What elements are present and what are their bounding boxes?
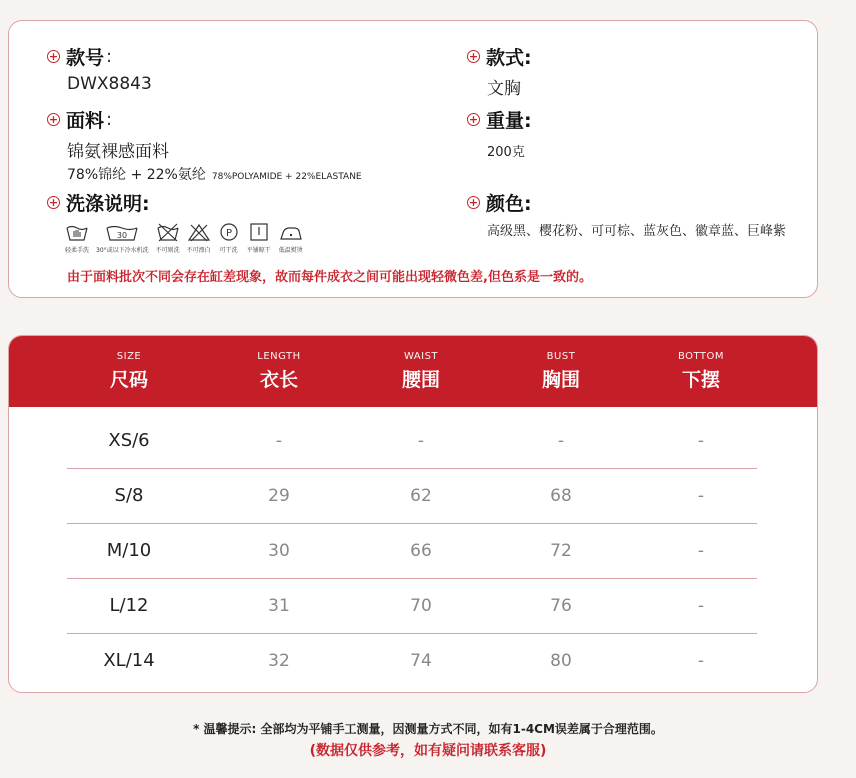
care-item xyxy=(187,222,211,254)
column-header-waist xyxy=(366,351,476,392)
size-cell: XS/6 xyxy=(108,430,150,451)
column-header-en: BOTTOM xyxy=(677,351,725,362)
column-header-size xyxy=(74,351,184,392)
column-header-cn: 腰围 xyxy=(401,369,440,391)
wash-temperature: 30 xyxy=(117,231,128,240)
hand-wash-icon xyxy=(65,222,89,242)
size-cell: L/12 xyxy=(109,595,149,616)
bottom-cell: - xyxy=(697,651,705,671)
bust-cell: - xyxy=(557,431,565,451)
plus-circle-icon: + xyxy=(48,196,59,209)
column-header-en: LENGTH xyxy=(257,351,301,362)
size-cell: M/10 xyxy=(106,540,152,561)
weight-label: 重量: xyxy=(486,110,532,132)
style-number-field xyxy=(47,43,152,94)
fabric-colon: : xyxy=(106,109,113,130)
care-item xyxy=(247,222,271,254)
wash-30-icon xyxy=(105,222,139,242)
care-item xyxy=(218,222,240,254)
care-icons-row xyxy=(65,222,304,254)
style-number-colon: : xyxy=(106,46,113,67)
care-item xyxy=(65,222,89,254)
column-header-bottom xyxy=(646,351,756,392)
length-cell: 29 xyxy=(268,486,290,506)
color-label: 颜色: xyxy=(486,193,532,215)
fabric-composition xyxy=(67,164,362,184)
bottom-cell: - xyxy=(697,541,705,561)
color-value: 高级黑、樱花粉、可可棕、蓝灰色、徽章蓝、巨峰紫 xyxy=(487,224,787,239)
care-item xyxy=(96,222,149,254)
waist-cell: - xyxy=(417,431,425,451)
dry-clean-icon xyxy=(218,222,240,242)
table-row xyxy=(67,524,757,579)
waist-cell: 62 xyxy=(410,486,432,506)
bust-cell: 68 xyxy=(550,486,572,506)
waist-cell: 74 xyxy=(410,651,432,671)
product-info-card xyxy=(8,20,818,298)
column-header-length xyxy=(224,351,334,392)
style-field xyxy=(467,43,532,99)
care-caption: 不可则洗 xyxy=(155,247,180,254)
care-item xyxy=(156,222,180,254)
bust-cell: 72 xyxy=(550,541,572,561)
size-cell: XL/14 xyxy=(103,650,155,671)
no-tumble-dry-icon xyxy=(156,222,180,242)
length-cell: 31 xyxy=(268,596,290,616)
iron-low-icon xyxy=(278,222,304,242)
waist-cell: 70 xyxy=(410,596,432,616)
fabric-field xyxy=(47,106,362,184)
dry-clean-letter: P xyxy=(225,228,232,239)
table-row xyxy=(67,414,757,469)
column-header-en: SIZE xyxy=(116,351,142,362)
column-header-cn: 下摆 xyxy=(681,369,720,391)
column-header-bust xyxy=(506,351,616,392)
column-header-cn: 胸围 xyxy=(541,369,580,391)
bottom-cell: - xyxy=(697,486,705,506)
care-caption: 30°或以下冷水机洗 xyxy=(96,247,149,254)
style-label: 款式: xyxy=(486,47,532,69)
dry-flat-icon xyxy=(248,222,270,242)
style-number-label: 款号 xyxy=(66,47,105,69)
column-header-cn: 尺码 xyxy=(109,369,148,391)
plus-circle-icon: + xyxy=(468,196,479,209)
care-field xyxy=(47,189,304,254)
length-cell: - xyxy=(275,431,283,451)
plus-circle-icon: + xyxy=(48,50,59,63)
bust-cell: 80 xyxy=(550,651,572,671)
bottom-cell: - xyxy=(697,431,705,451)
care-caption: 可干洗 xyxy=(219,247,238,254)
reference-note: (数据仅供参考，如有疑问请联系客服) xyxy=(309,743,547,759)
weight-field xyxy=(467,106,532,160)
bottom-cell: - xyxy=(697,596,705,616)
style-value: 文胸 xyxy=(487,79,521,99)
care-caption: 低温熨烫 xyxy=(278,247,303,254)
waist-cell: 66 xyxy=(410,541,432,561)
fabric-label: 面料 xyxy=(66,110,105,132)
size-cell: S/8 xyxy=(114,485,144,506)
table-row xyxy=(67,469,757,524)
table-row xyxy=(67,579,757,634)
fabric-composition-cn: 78%锦纶 + 22%氨纶 xyxy=(67,167,206,183)
plus-circle-icon: + xyxy=(48,113,59,126)
style-number-value: DWX8843 xyxy=(67,74,152,94)
table-header xyxy=(9,336,817,407)
care-caption: 轻柔手洗 xyxy=(65,247,90,254)
size-chart-card xyxy=(8,335,818,693)
care-label: 洗涤说明: xyxy=(66,193,150,215)
length-cell: 32 xyxy=(268,651,290,671)
no-bleach-icon xyxy=(187,222,211,242)
care-caption: 不可漂白 xyxy=(186,247,211,254)
column-header-en: WAIST xyxy=(403,351,439,362)
color-field xyxy=(467,189,786,239)
care-item xyxy=(278,222,304,254)
column-header-en: BUST xyxy=(546,351,576,362)
bust-cell: 76 xyxy=(550,596,572,616)
plus-circle-icon: + xyxy=(468,50,479,63)
length-cell: 30 xyxy=(268,541,290,561)
weight-value: 200克 xyxy=(487,145,525,160)
plus-circle-icon: + xyxy=(468,113,479,126)
color-variance-warning: 由于面料批次不同会存在缸差现象，故而每件成衣之间可能出现轻微色差,但色系是一致的。 xyxy=(67,270,592,285)
measurement-tip: * 温馨提示: 全部均为平铺手工测量，因测量方式不同，如有1-4CM误差属于合理范围。 xyxy=(193,722,663,736)
fabric-value: 锦氨裸感面料 xyxy=(67,142,169,162)
table-row xyxy=(67,634,757,688)
column-header-cn: 衣长 xyxy=(259,369,298,391)
fabric-composition-en: 78%POLYAMIDE + 22%ELASTANE xyxy=(211,172,362,182)
care-caption: 平铺晾干 xyxy=(246,247,271,254)
